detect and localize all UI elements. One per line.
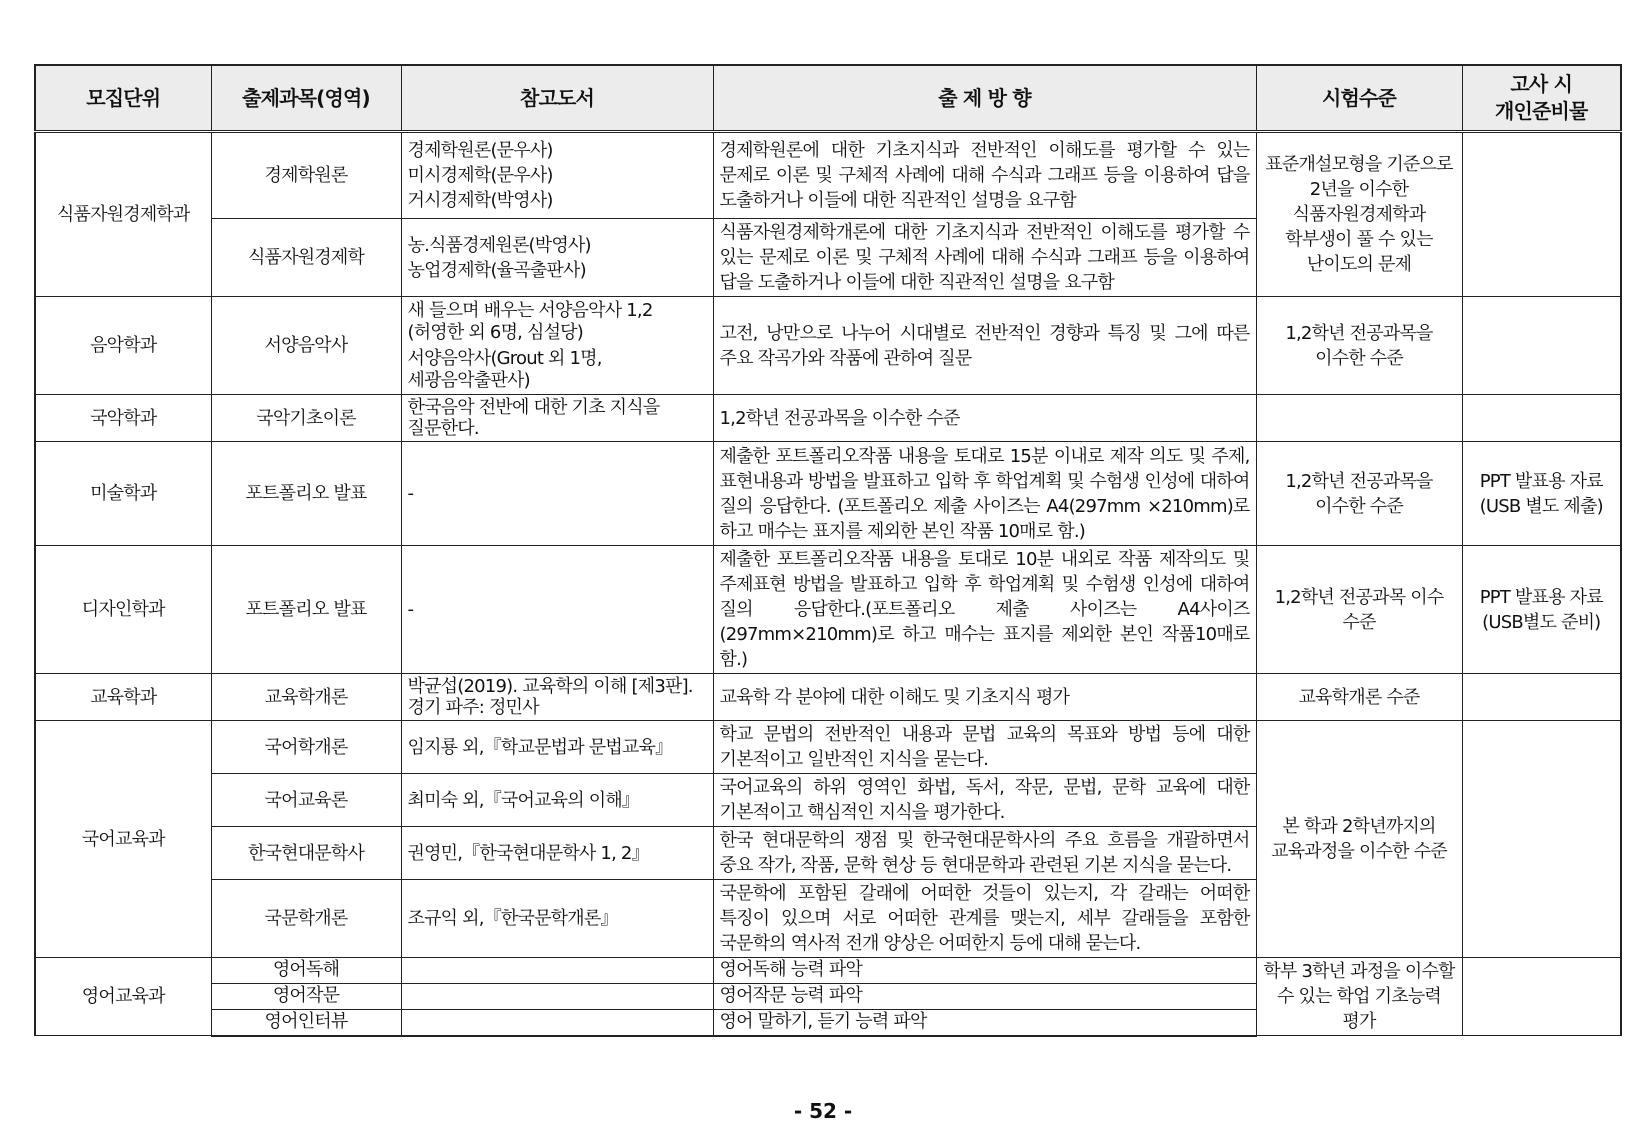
direction-cell: 국어교육의 하위 영역인 화법, 독서, 작문, 문법, 문학 교육에 대한 기본적이고 핵심적인 지식을 평가한다. bbox=[713, 774, 1256, 827]
direction-cell: 제출한 포트폴리오작품 내용을 토대로 15분 이내로 제작 의도 및 주제, 표현내용과 방법을 발표하고 입학 후 학업계획 및 수험생 인성에 대하여 질의 응답한다. (포트폴리오 제출 사이즈는 A4(297mm ×210mm)로 하고 매수는 표지를 제외한 본인 작품 10매로 함.) bbox=[713, 442, 1256, 546]
prep-cell bbox=[1462, 958, 1621, 1036]
level-cell: 1,2학년 전공과목을 이수한 수준 bbox=[1256, 297, 1462, 395]
reference-cell bbox=[401, 297, 713, 395]
table-row bbox=[35, 132, 1621, 219]
level-cell: 학부 3학년 과정을 이수할 수 있는 학업 기초능력 평가 bbox=[1256, 958, 1462, 1036]
level-cell: 1,2학년 전공과목 이수 수준 bbox=[1256, 546, 1462, 674]
prep-cell bbox=[1462, 674, 1621, 721]
direction-cell: 고전, 낭만으로 나누어 시대별로 전반적인 경향과 특징 및 그에 따른 주요 작곡가와 작품에 관하여 질문 bbox=[713, 297, 1256, 395]
unit-cell: 국악학과 bbox=[35, 395, 211, 442]
prep-cell bbox=[1462, 132, 1621, 297]
direction-cell: 학교 문법의 전반적인 내용과 문법 교육의 목표와 방법 등에 대한 기본적이고 일반적인 지식을 묻는다. bbox=[713, 721, 1256, 774]
direction-cell: 경제학원론에 대한 기초지식과 전반적인 이해도를 평가할 수 있는 문제로 이론 및 구체적 사례에 대해 수식과 그래프 등을 이용하여 답을 도출하거나 이들에 대한 직관적인 설명을 요구함 bbox=[713, 132, 1256, 219]
unit-cell: 음악학과 bbox=[35, 297, 211, 395]
prep-cell: PPT 발표용 자료 (USB별도 준비) bbox=[1462, 546, 1621, 674]
level-cell: 1,2학년 전공과목을 이수한 수준 bbox=[1256, 442, 1462, 546]
table-row bbox=[35, 442, 1621, 546]
level-cell: 교육학개론 수준 bbox=[1256, 674, 1462, 721]
reference-cell: - bbox=[401, 546, 713, 674]
table-row bbox=[35, 674, 1621, 721]
reference-cell bbox=[401, 219, 713, 297]
subject-cell: 경제학원론 bbox=[211, 132, 401, 219]
table-row bbox=[35, 546, 1621, 674]
subject-cell: 식품자원경제학 bbox=[211, 219, 401, 297]
subject-cell: 한국현대문학사 bbox=[211, 827, 401, 880]
table-row bbox=[35, 721, 1621, 774]
header-row bbox=[35, 65, 1621, 132]
subject-cell: 국문학개론 bbox=[211, 880, 401, 958]
direction-cell: 영어작문 능력 파악 bbox=[713, 983, 1256, 1009]
direction-cell: 영어 말하기, 듣기 능력 파악 bbox=[713, 1009, 1256, 1035]
header-direction: 출 제 방 향 bbox=[713, 65, 1256, 132]
page-number: - 52 - bbox=[793, 1099, 853, 1123]
reference-line: 새 들으며 배우는 서양음악사 1,2 (허영한 외 6명, 심설당) bbox=[407, 299, 653, 343]
reference-line: 서양음악사(Grout 외 1명, 세광음악출판사) bbox=[407, 347, 602, 391]
level-cell: 본 학과 2학년까지의 교육과정을 이수한 수준 bbox=[1256, 721, 1462, 958]
unit-cell: 국어교육과 bbox=[35, 721, 211, 958]
direction-cell: 영어독해 능력 파악 bbox=[713, 958, 1256, 984]
reference-cell bbox=[401, 958, 713, 984]
header-subject: 출제과목(영역) bbox=[211, 65, 401, 132]
reference-line: 거시경제학(박영사) bbox=[407, 190, 553, 211]
table-row bbox=[35, 395, 1621, 442]
subject-cell: 교육학개론 bbox=[211, 674, 401, 721]
reference-cell: 박균섭(2019). 교육학의 이해 [제3판]. 경기 파주: 정민사 bbox=[401, 674, 713, 721]
subject-cell: 영어인터뷰 bbox=[211, 1009, 401, 1035]
reference-cell: 한국음악 전반에 대한 기초 지식을 질문한다. bbox=[401, 395, 713, 442]
unit-cell: 교육학과 bbox=[35, 674, 211, 721]
reference-line: 농.식품경제원론(박영사) bbox=[407, 234, 591, 256]
direction-cell: 제출한 포트폴리오작품 내용을 토대로 10분 내외로 작품 제작의도 및 주제표현 방법을 발표하고 입학 후 학업계획 및 수험생 인성에 대하여 질의 응답한다.(포트폴리오 제출 사이즈는 A4사이즈 (297mm×210mm)로 하고 매수는 표지를 제외한 본인 작품10매로 함.) bbox=[713, 546, 1256, 674]
reference-cell bbox=[401, 983, 713, 1009]
reference-cell: - bbox=[401, 442, 713, 546]
reference-cell bbox=[401, 132, 713, 219]
subject-cell: 국악기초이론 bbox=[211, 395, 401, 442]
level-cell: 표준개설모형을 기준으로 2년을 이수한 식품자원경제학과 학부생이 풀 수 있는 난이도의 문제 bbox=[1256, 132, 1462, 297]
direction-cell: 교육학 각 분야에 대한 이해도 및 기초지식 평가 bbox=[713, 674, 1256, 721]
reference-cell: 조규익 외,『한국문학개론』 bbox=[401, 880, 713, 958]
header-unit: 모집단위 bbox=[35, 65, 211, 132]
subject-cell: 국어교육론 bbox=[211, 774, 401, 827]
table-row bbox=[35, 958, 1621, 984]
direction-cell: 1,2학년 전공과목을 이수한 수준 bbox=[713, 395, 1256, 442]
reference-cell bbox=[401, 1009, 713, 1035]
header-prep bbox=[1462, 65, 1621, 132]
subject-cell: 영어독해 bbox=[211, 958, 401, 984]
reference-cell: 임지룡 외,『학교문법과 문법교육』 bbox=[401, 721, 713, 774]
unit-cell: 미술학과 bbox=[35, 442, 211, 546]
reference-cell: 최미숙 외,『국어교육의 이해』 bbox=[401, 774, 713, 827]
prep-cell bbox=[1462, 395, 1621, 442]
direction-cell: 한국 현대문학의 쟁점 및 한국현대문학사의 주요 흐름을 개괄하면서 중요 작가, 작품, 문학 현상 등 현대문학과 관련된 기본 지식을 묻는다. bbox=[713, 827, 1256, 880]
direction-cell: 국문학에 포함된 갈래에 어떠한 것들이 있는지, 각 갈래는 어떠한 특징이 있으며 서로 어떠한 관계를 맺는지, 세부 갈래들을 포함한 국문학의 역사적 전개 양상은 어떠한지 등에 대해 묻는다. bbox=[713, 880, 1256, 958]
header-level: 시험수준 bbox=[1256, 65, 1462, 132]
unit-cell: 식품자원경제학과 bbox=[35, 132, 211, 297]
reference-cell: 권영민,『한국현대문학사 1, 2』 bbox=[401, 827, 713, 880]
reference-line: 미시경제학(문우사) bbox=[407, 165, 553, 186]
reference-line: 경제학원론(문우사) bbox=[407, 140, 553, 161]
subject-cell: 포트폴리오 발표 bbox=[211, 546, 401, 674]
subject-cell: 포트폴리오 발표 bbox=[211, 442, 401, 546]
prep-cell: PPT 발표용 자료 (USB 별도 제출) bbox=[1462, 442, 1621, 546]
prep-cell bbox=[1462, 297, 1621, 395]
reference-line: 농업경제학(율곡출판사) bbox=[407, 259, 586, 281]
level-cell bbox=[1256, 395, 1462, 442]
subject-cell: 영어작문 bbox=[211, 983, 401, 1009]
unit-cell: 디자인학과 bbox=[35, 546, 211, 674]
header-prep-line1: 고사 시 bbox=[1510, 72, 1573, 96]
header-reference: 참고도서 bbox=[401, 65, 713, 132]
direction-cell: 식품자원경제학개론에 대한 기초지식과 전반적인 이해도를 평가할 수 있는 문제로 이론 및 구체적 사례에 대해 수식과 그래프 등을 이용하여 답을 도출하거나 이들에 대한 직관적인 설명을 요구함 bbox=[713, 219, 1256, 297]
header-prep-line2: 개인준비물 bbox=[1494, 99, 1588, 123]
prep-cell bbox=[1462, 721, 1621, 958]
subject-cell: 서양음악사 bbox=[211, 297, 401, 395]
subject-cell: 국어학개론 bbox=[211, 721, 401, 774]
exam-info-table bbox=[34, 64, 1622, 1037]
unit-cell: 영어교육과 bbox=[35, 958, 211, 1036]
table-row bbox=[35, 297, 1621, 395]
